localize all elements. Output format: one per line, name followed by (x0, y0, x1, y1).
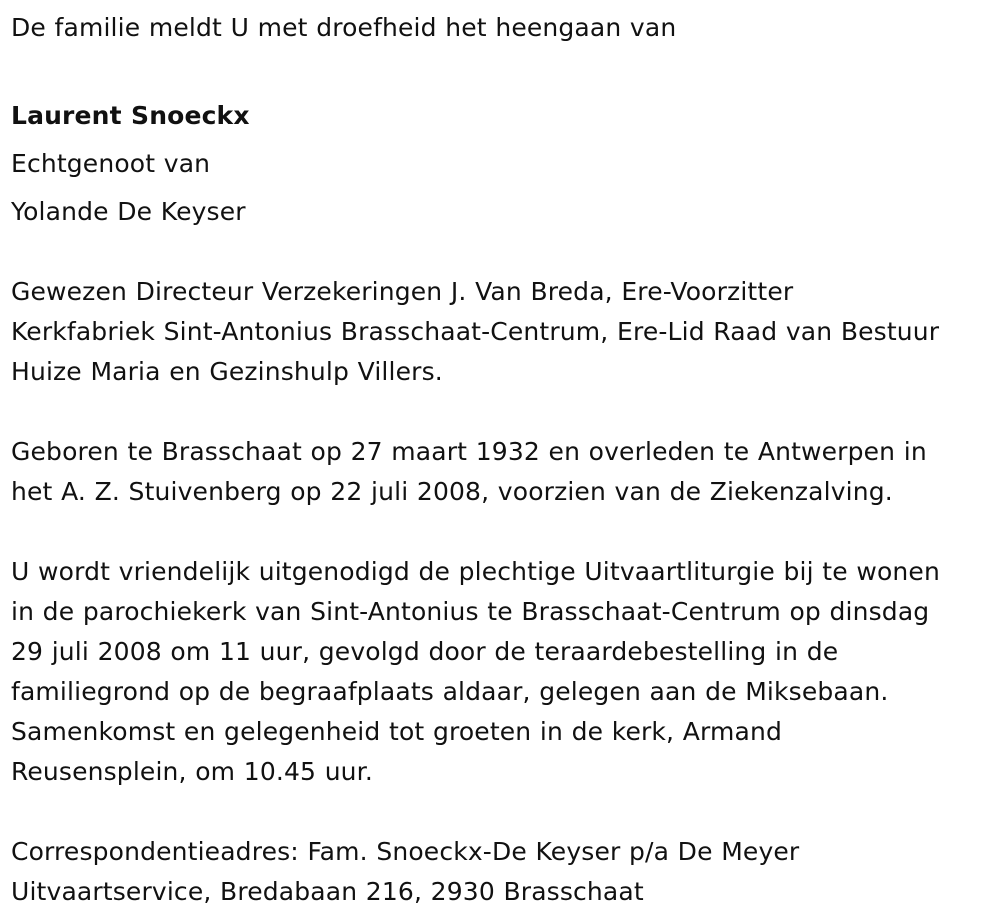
funeral-line: Reusensplein, om 10.45 uur. (11, 757, 373, 786)
spacer (11, 512, 1000, 552)
funeral-paragraph (11, 552, 1000, 792)
spouse-label: Echtgenoot van (11, 149, 211, 178)
funeral-line: U wordt vriendelijk uitgenodigd de plechtige Uitvaartliturgie bij te wonen (11, 557, 940, 586)
spacer (11, 792, 1000, 832)
titles-line: Huize Maria en Gezinshulp Villers. (11, 357, 443, 386)
address-line: Uitvaartservice, Bredabaan 216, 2930 Brasschaat (11, 877, 644, 906)
funeral-line: in de parochiekerk van Sint-Antonius te Brasschaat-Centrum op dinsdag (11, 597, 930, 626)
funeral-line: 29 juli 2008 om 11 uur, gevolgd door de teraardebestelling in de (11, 637, 839, 666)
birth-death-line: het A. Z. Stuivenberg op 22 juli 2008, voorzien van de Ziekenzalving. (11, 477, 893, 506)
spouse-name: Yolande De Keyser (11, 197, 246, 226)
address-line: Correspondentieadres: Fam. Snoeckx-De Keyser p/a De Meyer (11, 837, 800, 866)
titles-paragraph (11, 272, 1000, 392)
titles-line: Gewezen Directeur Verzekeringen J. Van Breda, Ere-Voorzitter (11, 277, 794, 306)
titles-line: Kerkfabriek Sint-Antonius Brasschaat-Centrum, Ere-Lid Raad van Bestuur (11, 317, 940, 346)
funeral-line: familiegrond op de begraafplaats aldaar, gelegen aan de Miksebaan. (11, 677, 889, 706)
address-paragraph (11, 832, 1000, 912)
spacer (11, 232, 1000, 272)
spacer (11, 392, 1000, 432)
intro-text: De familie meldt U met droefheid het heengaan van (11, 13, 677, 42)
spacer (11, 48, 1000, 88)
birth-death-paragraph (11, 432, 1000, 512)
funeral-line: Samenkomst en gelegenheid tot groeten in de kerk, Armand (11, 717, 782, 746)
deceased-name: Laurent Snoeckx (11, 101, 250, 130)
birth-death-line: Geboren te Brasschaat op 27 maart 1932 en overleden te Antwerpen in (11, 437, 927, 466)
